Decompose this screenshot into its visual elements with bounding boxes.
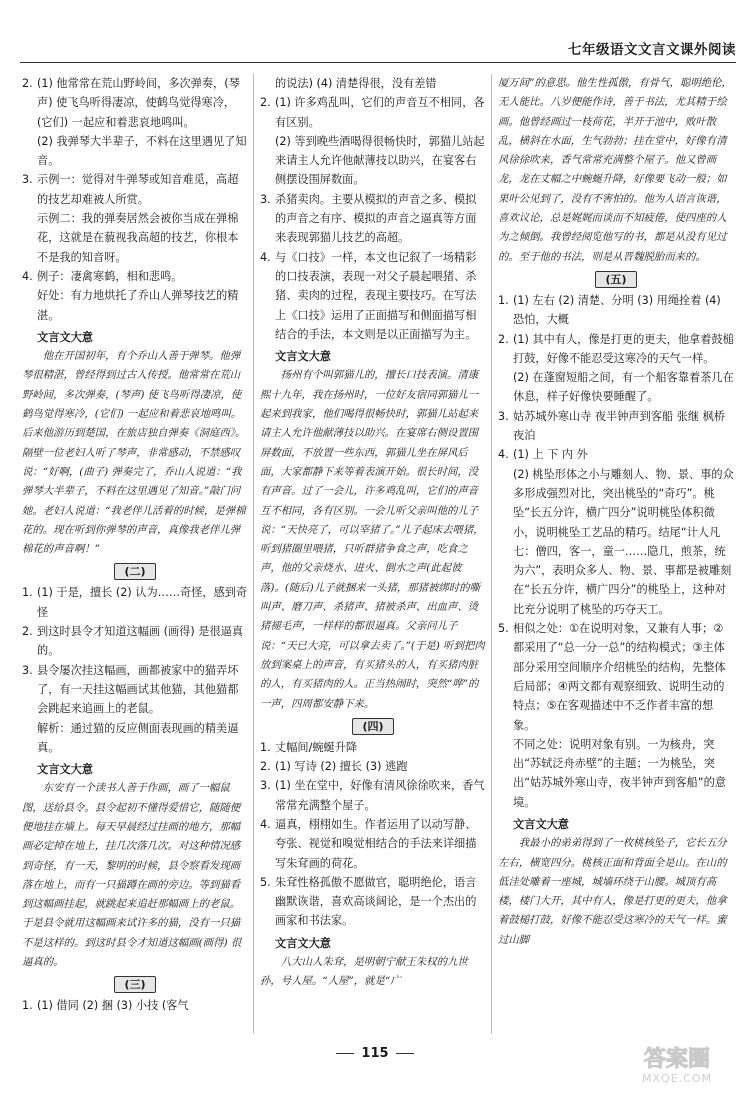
- column-1: [22, 74, 248, 1034]
- column-divider: [491, 74, 492, 1034]
- answer-2: 2. (1) 许多鸡乱叫，它们的声音互不相同，各有区别。: [260, 96, 485, 129]
- answer-4-benefit: 好处：有力地烘托了乔山人弹琴技艺的精湛。: [37, 289, 239, 322]
- answer-1: 1. 丈幅间/蜿蜒升降: [260, 740, 358, 754]
- answer-5: 5. 朱耷性格孤傲不愿做官，聪明绝伦，语言幽默诙谐，喜欢高谈阔论，是一个杰出的画家和书法家。: [260, 875, 477, 928]
- answer-1-continued: 的说法) (4) 清楚得很，没有差错: [275, 77, 437, 90]
- answer-3-example-2: 示例二：我的弹奏居然会被你当成在弹棉花，这就是在藐视我高超的技艺，你根本不是我的知音呀。: [37, 212, 239, 264]
- translation-heading: 文言文大意: [37, 763, 93, 777]
- answer-1: 1. (1) 左右 (2) 清楚、分明 (3) 用绳拴着 (4) 恐怕，大概: [498, 293, 721, 327]
- watermark-logo-graphic: [618, 1040, 736, 1086]
- answer-2: 2. (1) 他常常在荒山野岭间，多次弹奏，(琴声) 使飞鸟听得凄凉，使鹤鸟觉得寒冷，(它们) 一起应和着悲哀地鸣叫。: [22, 77, 240, 129]
- header-rule: [20, 62, 736, 63]
- translation-text: 我最小的弟弟得到了一枚桃核坠子，它长五分左右，横宽四分。桃核正面和背面全是山。在山的低洼处雕着一座城，城墙环绕于山腰。城顶有高楼，楼门大开，其中有人，像是打更的更夫，他拿着鼓槌打鼓，好像不能忍受这寒冷的天气一样。蜜过山脚: [498, 837, 727, 946]
- book-title: 七年级语文文言文课外阅读: [568, 42, 736, 58]
- translation-text: 东安有一个读书人善于作画，画了一幅鼠图，送给县令。县令起初不懂得爱惜它，随随便便地挂在墙上。每天早晨经过挂画的地方，那幅画必定掉在地上，挂几次落几次。对这种情况感到奇怪，有一天，黎明的时候，县令察看发现画落在地上，而有一只猫蹲在画的旁边。等到猫看到这幅画挂起，就跳起来追赶那幅画上的老鼠。于是县令就用这幅画来试许多的猫，没有一只猫不是这样的。到这时县令才知道这幅画(画得) 很逼真的。: [22, 782, 242, 969]
- answer-4: 4. (1) 上 下 内 外: [498, 448, 588, 462]
- translation-heading: 文言文大意: [513, 817, 569, 831]
- watermark-logo: [618, 1040, 736, 1086]
- answer-2-part-2: (2) 等到晚些酒喝得很畅快时，郭猫儿站起来请主人允许他献薄技以助兴，在宴客右侧摆设围屏数面。: [275, 134, 485, 187]
- answer-2: 2. (1) 其中有人，像是打更的更夫，他拿着鼓槌打鼓，好像不能忍受这寒冷的天气一样。: [498, 332, 734, 365]
- translation-heading: 文言文大意: [37, 330, 93, 344]
- section-marker: (三): [22, 976, 248, 993]
- translation-text: 他在开国初年，有个乔山人善于弹琴。他弹琴很精湛，曾经得到过古人传授。他常常在荒山野岭间，多次弹奏，(琴声) 使飞鸟听得凄凉，使鹤鸟觉得寒冷，(它们) 一起应和着悲哀地鸣叫。后来他游历到楚国，在旅店独自弹奏《洞庭西》。隔壁一位老妇人听了琴声，非常感动，不禁感叹说：“好啊，(曲子) 弹奏完了，乔山人说道：“我弹琴大半辈子，不料在这里遇见了知音。”敲门问她。老妇人说道：“我老伴儿活着的时候，是弹棉花的。现在听到你弹琴的声音，真像我老伴儿弹棉花的声音啊！”: [22, 350, 246, 556]
- answer-5: 5. 相似之处：①在说明对象，又兼有人事；②都采用了“总一分一总”的结构模式；③主体部分采用空间顺序介绍桃坠的结构，先整体后局部；④两文都有观察细致、说明生动的特点；⑤在客观描述中不乏作者丰富的想象。: [498, 622, 726, 732]
- translation-heading: 文言文大意: [275, 350, 331, 364]
- watermark-text: 答案圈: [643, 1047, 711, 1072]
- answer-3: 3. 县令屡次挂这幅画，画都被家中的猫弄坏了，有一天挂这幅画试其他猫，其他猫都会跳起来追画上的老鼠。: [22, 663, 239, 716]
- answer-5-differences: 不同之处：说明对象有别。一为核舟，突出“苏轼泛舟赤壁”的主题；一为桃坠，突出“姑苏城外寒山寺，夜半钟声到客船”的意境。: [513, 737, 726, 809]
- answer-columns: [22, 74, 734, 1034]
- answer-1: 1. (1) 借同 (2) 捆 (3) 小技 (客气: [22, 999, 189, 1013]
- section-marker: (五): [498, 271, 734, 288]
- translation-heading: 文言文大意: [275, 936, 331, 950]
- translation-text: 扬州有个叫郭猫儿的，擅长口技表演。清康熙十九年，我在扬州时，一位好友宿同郭猫儿一起来到我家，他们喝得很畅快时，郭猫儿站起来请主人允许他献薄技以助兴。在宴席右侧设置围屏数面，不放置一些东西，郭猫儿坐在屏风后面，大家都静下来等着表演开始。很长时间，没有声音。过了一会儿，许多鸡乱叫，它们的声音互不相同，各有区别。一会儿听父亲叫他的儿子说：“天快亮了，可以宰猪了。”儿子起床去喂猪，听到猪圈里喂猪，只听群猪争食之声，吃食之声，他的父亲烧水、进火、倒水之声(此起彼落)。(随后)儿子就捆来一头猪，那猪被绑时的嘶叫声、磨刀声、杀猪声、猪被杀声、出血声、烫猪褪毛声，一样样的都很逼真。父亲问儿子说：“天已大亮，可以拿去卖了。”(于是) 听到把肉放到案桌上的声音，有买猪头的人，有买猪肉脏的人，有买猪肉的人。正当热闹时，突然“哗”的一声，四周都安静下来。: [260, 369, 485, 710]
- answer-4-part-2: (2) 桃坠形体之小与雕刻人、物、景、事的众多形成强烈对比，突出桃坠的“奇巧”。桃坠“长五分许，横广四分”说明桃坠体积微小，说明桃坠工艺品的精巧。结尾“计人凡七：僧四，客一，童一……隐几，煎茶，统为六”，表明众多人、物、景、事都是被雕刻在“长五分许，横广四分”的桃坠上，这种对比充分说明了桃坠的巧夺天工。: [513, 467, 734, 616]
- translation-text-continued: 厦万间”的意思。他生性孤傲，有骨气，聪明绝伦，无人能比。八岁便能作诗，善于书法，尤其精于绘画。他曾经画过一枝荷花，半开于池中，败叶散乱，横斜在水面，生气勃勃；挂在堂中，好像有清风徐徐吹来，香气常常充满整个屋子。他又曾画龙，龙在丈幅之中蜿蜒升降，好像要飞动一般；如果叶公见到了，没有不害怕的。他为人语言诙谐，喜欢议论，总是娓娓而谈而不知疲倦，使四座的人为之倾倒。我曾经阅览他写的书，都是从没有见过的。至于他的书法，则是从晋魏脱胎而来的。: [498, 77, 732, 263]
- section-marker: (二): [22, 563, 248, 580]
- answer-3: 3. (1) 坐在堂中，好像有清风徐徐吹来，香气常常充满整个屋子。: [260, 779, 485, 812]
- answer-4: 4. 与《口技》一样，本文也记叙了一场精彩的口技表演，表现一对父子晨起喂猪、杀猪、卖肉的过程，表现主要技巧。在写法上《口技》运用了正面描写和侧面描写相结合的手法，本文则是以正面描写为主。: [260, 250, 477, 341]
- answer-2: 2. 到这时县令才知道这幅画 (画得) 是很逼真的。: [22, 625, 244, 658]
- answer-2-part-2: (2) 在蓬窗短船之间，有一个船客靠着茶几在休息，样子好像快要睡醒了。: [513, 371, 734, 404]
- answer-2: 2. (1) 写诗 (2) 擅长 (3) 逃跑: [260, 760, 408, 774]
- column-2: [260, 74, 486, 1034]
- answer-3: 3. 姑苏城外寒山寺 夜半钟声到客船 张继 枫桥夜泊: [498, 409, 726, 443]
- footer-dash: [336, 1053, 354, 1054]
- page-number: 115: [361, 1046, 389, 1061]
- answer-4: 4. 例子：凄禽寒鹤，相和悲鸣。: [22, 269, 183, 283]
- column-divider: [253, 74, 254, 1034]
- translation-text: 八大山人朱耷，是明朝宁献王朱权的九世孙，号人屋。“人屋”，就是“广: [260, 956, 468, 988]
- answer-1: 1. (1) 于是，擅长 (2) 认为……奇怪，感到奇怪: [22, 586, 248, 619]
- analysis-note: 解析：通过猫的反应侧面表现画的精美逼真。: [37, 721, 239, 754]
- answer-3: 3. 示例一：觉得对牛弹琴或知音难觅，高超的技艺却难被人所赏。: [22, 173, 239, 206]
- section-marker: (四): [260, 718, 486, 735]
- answer-4: 4. 逼真，栩栩如生。作者运用了以动写静、夸张、视觉和嗅觉相结合的手法来详细描写朱耷画的荷花。: [260, 817, 477, 870]
- column-3: [498, 74, 734, 1034]
- footer-dash: [396, 1053, 414, 1054]
- answer-3: 3. 杀猪卖肉。主要从模拟的声音之多、模拟的声音之有序、模拟的声音之逼真等方面来表现郭猫儿技艺的高超。: [260, 192, 477, 245]
- answer-2-part-2: (2) 我弹琴大半辈子，不料在这里遇见了知音。: [37, 134, 247, 168]
- watermark-sub: MXQE.COM: [642, 1072, 712, 1085]
